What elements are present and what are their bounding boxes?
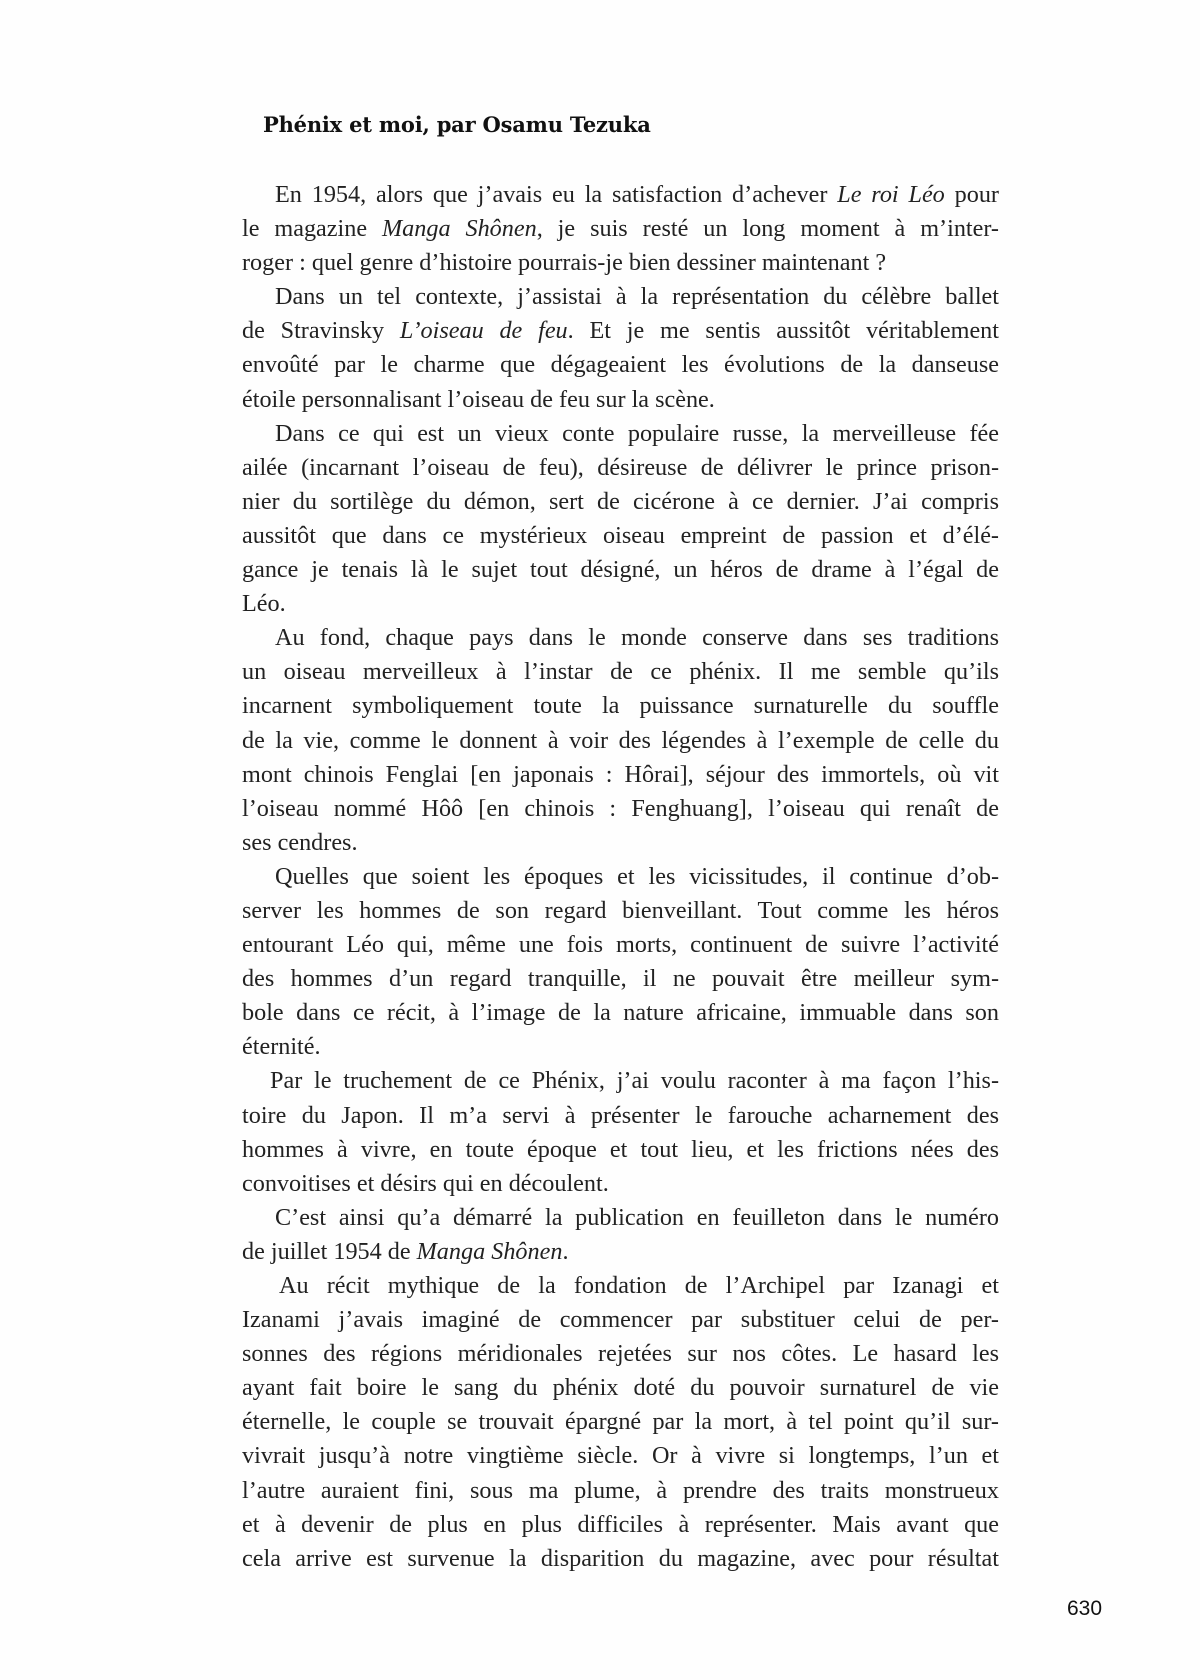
page-number: 630 <box>1067 1597 1103 1620</box>
text-line: l’oiseau nommé Hôô [en chinois : Fenghuang], l’oiseau qui renaît de <box>242 794 999 822</box>
text-line: Léo. <box>242 590 286 618</box>
text-line: le magazine Manga Shônen, je suis resté un long moment à m’inter- <box>242 215 999 243</box>
text-line: mont chinois Fenglai [en japonais : Hôrai], séjour des immortels, où vit <box>242 760 999 788</box>
text-line: de juillet 1954 de Manga Shônen. <box>242 1237 569 1265</box>
text-line: Au récit mythique de la fondation de l’Archipel par Izanagi et <box>279 1272 999 1299</box>
section-title: Phénix et moi, par Osamu Tezuka <box>263 112 651 137</box>
text-line: gance je tenais là le sujet tout désigné, un héros de drame à l’égal de <box>242 556 999 584</box>
text-line: Au fond, chaque pays dans le monde conserve dans ses traditions <box>275 624 999 652</box>
text-line: En 1954, alors que j’avais eu la satisfaction d’achever Le roi Léo pour <box>275 181 999 208</box>
text-line: un oiseau merveilleux à l’instar de ce phénix. Il me semble qu’ils <box>242 658 999 686</box>
text-line: bole dans ce récit, à l’image de la nature africaine, immuable dans son <box>242 999 999 1027</box>
text-line: ailée (incarnant l’oiseau de feu), désireuse de délivrer le prince prison- <box>242 453 999 481</box>
text-line: de la vie, comme le donnent à voir des légendes à l’exemple de celle du <box>242 726 999 754</box>
text-line: nier du sortilège du démon, sert de cicérone à ce dernier. J’ai compris <box>242 487 999 515</box>
text-line: sonnes des régions méridionales rejetées sur nos côtes. Le hasard les <box>242 1340 999 1368</box>
text-line: et à devenir de plus en plus difficiles à représenter. Mais avant que <box>242 1510 999 1538</box>
text-line: Par le truchement de ce Phénix, j’ai voulu raconter à ma façon l’his- <box>270 1067 999 1095</box>
book-title-emphasis: Le roi Léo <box>837 181 945 208</box>
text-line: étoile personnalisant l’oiseau de feu sur la scène. <box>242 385 715 413</box>
magazine-title-emphasis: Manga Shônen <box>416 1237 563 1265</box>
text-line: server les hommes de son regard bienveillant. Tout comme les héros <box>242 896 999 924</box>
text-line: éternelle, le couple se trouvait épargné par la mort, à tel point qu’il sur- <box>242 1408 999 1436</box>
text-line: l’autre auraient fini, sous ma plume, à prendre des traits monstrueux <box>242 1476 999 1504</box>
text-line: entourant Léo qui, même une fois morts, continuent de suivre l’activité <box>242 931 999 959</box>
text-line: ses cendres. <box>242 828 358 856</box>
text-line: roger : quel genre d’histoire pourrais-je bien dessiner maintenant ? <box>242 249 887 277</box>
text-line: de Stravinsky L’oiseau de feu. Et je me sentis aussitôt véritablement <box>242 317 999 345</box>
body-text <box>242 178 999 1576</box>
text-line: ayant fait boire le sang du phénix doté du pouvoir surnaturel de vie <box>242 1374 999 1402</box>
text-line: convoitises et désirs qui en découlent. <box>242 1169 609 1197</box>
text-line: des hommes d’un regard tranquille, il ne pouvait être meilleur sym- <box>242 965 999 993</box>
text-line: Quelles que soient les époques et les vicissitudes, il continue d’ob- <box>275 862 999 890</box>
text-line: aussitôt que dans ce mystérieux oiseau empreint de passion et d’élé- <box>242 521 999 549</box>
magazine-title-emphasis: Manga Shônen <box>382 215 537 243</box>
text-line: Izanami j’avais imaginé de commencer par substituer celui de per- <box>242 1306 999 1334</box>
text-line: incarnent symboliquement toute la puissance surnaturelle du souffle <box>242 692 999 720</box>
text-line: Dans un tel contexte, j’assistai à la représentation du célèbre ballet <box>275 283 999 311</box>
text-line: C’est ainsi qu’a démarré la publication en feuilleton dans le numéro <box>275 1203 999 1231</box>
text-line: hommes à vivre, en toute époque et tout lieu, et les frictions nées des <box>242 1135 999 1163</box>
text-line: vivrait jusqu’à notre vingtième siècle. Or à vivre si longtemps, l’un et <box>242 1442 999 1470</box>
text-line: éternité. <box>242 1033 321 1061</box>
ballet-title-emphasis: L’oiseau de feu <box>399 317 568 345</box>
text-line: cela arrive est survenue la disparition du magazine, avec pour résultat <box>242 1544 999 1572</box>
text-line: Dans ce qui est un vieux conte populaire russe, la merveilleuse fée <box>275 419 999 447</box>
text-line: toire du Japon. Il m’a servi à présenter le farouche acharnement des <box>242 1101 999 1129</box>
text-line: envoûté par le charme que dégageaient les évolutions de la danseuse <box>242 351 999 379</box>
